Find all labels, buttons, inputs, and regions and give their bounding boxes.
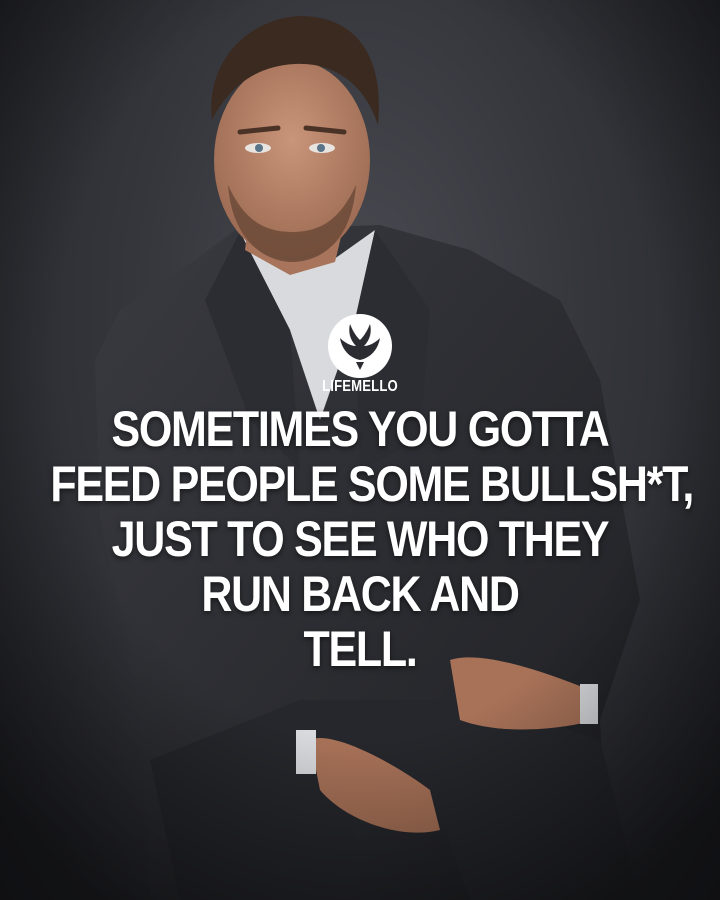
quote-line: SOMETIMES YOU GOTTA — [111, 401, 609, 457]
quote-line: RUN BACK AND — [201, 566, 519, 622]
quote-line: FEED PEOPLE SOME BULLSH*T, — [50, 456, 694, 512]
phoenix-icon — [326, 312, 394, 380]
brand-name: LIFEMELLO — [322, 378, 398, 395]
quote-text — [0, 402, 720, 677]
quote-line: TELL. — [303, 621, 417, 677]
quote-line: JUST TO SEE WHO THEY — [111, 511, 609, 567]
